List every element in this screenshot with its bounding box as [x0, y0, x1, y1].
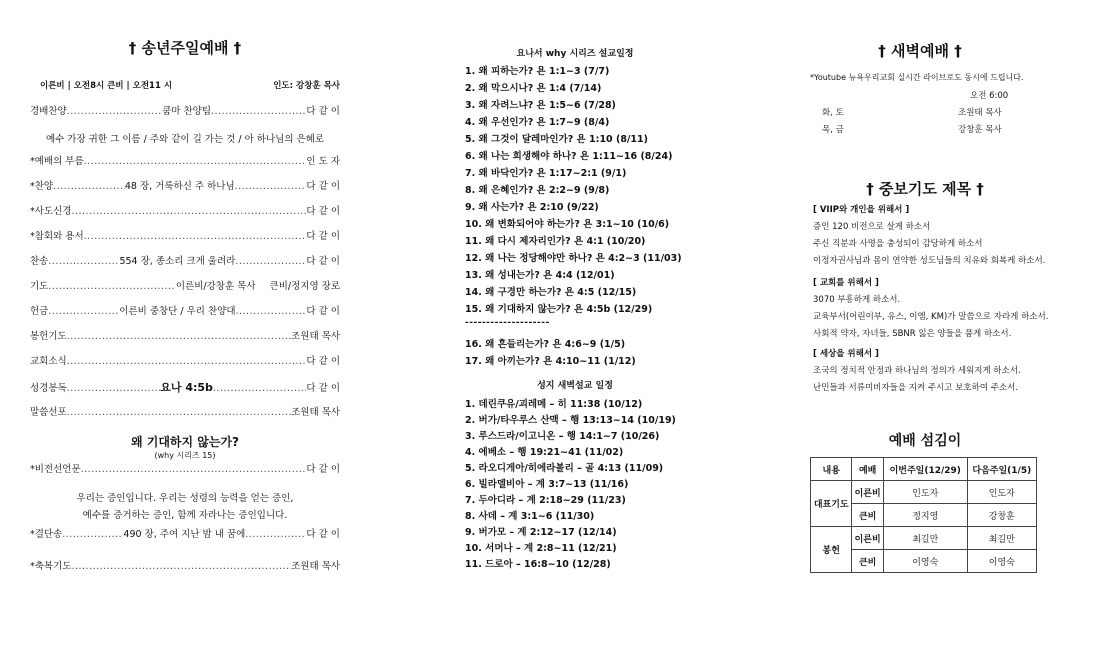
list-item: 11. 드로아 – 16:8~10 (12/28) — [465, 559, 611, 570]
table-cell-service: 큰비 — [852, 550, 883, 573]
worship-row — [30, 530, 340, 540]
leader-dots — [48, 282, 176, 292]
service-times — [40, 79, 340, 91]
row-middle: 이른비 중창단 / 우리 찬양대 — [119, 306, 236, 317]
list-item: 4. 왜 우선인가? 욘 1:7~9 (8/4) — [465, 117, 610, 128]
row-right: 다 같 이 — [306, 529, 340, 540]
row-right: 조원태 목사 — [291, 407, 340, 418]
worship-row — [30, 282, 340, 292]
row-middle: 48 장, 거룩하신 주 하나님 — [124, 181, 235, 192]
leader-dots — [236, 307, 307, 317]
list-item: 8. 왜 은혜인가? 욘 2:2~9 (9/8) — [465, 185, 610, 196]
row-label: *비전선언문 — [30, 464, 81, 475]
list-item: 6. 왜 나는 희생해야 하나? 욘 1:11~16 (8/24) — [465, 151, 673, 162]
leader-dots — [67, 332, 291, 342]
prayer-line: 사회적 약자, 자녀들, SBNR 잃은 양들을 품게 하소서. — [813, 329, 1012, 339]
sermon-series: (why 시리즈 15) — [154, 451, 216, 460]
list-item: 1. 왜 피하는가? 욘 1:1~3 (7/7) — [465, 66, 610, 77]
table-header: 다음주일(1/5) — [967, 458, 1036, 481]
leader-dots — [67, 107, 162, 117]
table-cell: 최길만 — [967, 527, 1036, 550]
row-right: 다 같 이 — [306, 306, 340, 317]
table-cell: 강창훈 — [967, 504, 1036, 527]
row-label: 기도 — [30, 281, 49, 292]
prayer-line: 증인 120 비전으로 살게 하소서 — [813, 222, 931, 232]
list-item: 11. 왜 다시 제자리인가? 욘 4:1 (10/20) — [465, 236, 646, 247]
row-label: 성경봉독 — [30, 383, 67, 394]
list-item: 12. 왜 나는 정당해야만 하나? 욘 4:2~3 (11/03) — [465, 253, 682, 264]
prayer-section-head: [ 세상을 위해서 ] — [813, 349, 879, 359]
leader-dots — [71, 207, 306, 217]
row-label: 교회소식 — [30, 356, 67, 367]
list-item: 8. 사데 – 계 3:1~6 (11/30) — [465, 511, 595, 522]
list-item: 9. 버가모 – 계 2:12~17 (12/14) — [465, 527, 617, 538]
table-cell: 이영숙 — [883, 550, 967, 573]
row-label: *사도신경 — [30, 206, 72, 217]
row-right: 조원태 목사 — [291, 331, 340, 342]
leader-dots — [67, 408, 291, 418]
table-cell-service: 이른비 — [852, 481, 883, 504]
list-item: 3. 루스드라/이고니온 – 행 14:1~7 (10/26) — [465, 431, 660, 442]
row-label: *결단송 — [30, 529, 63, 540]
row-right: 다 같 이 — [306, 206, 340, 217]
row-right: 다 같 이 — [306, 106, 340, 117]
table-row — [811, 527, 1037, 550]
worship-row — [30, 207, 340, 217]
table-row — [811, 481, 1037, 504]
worship-row — [30, 357, 340, 367]
praise-songs: 예수 가장 귀한 그 이름 / 주와 같이 길 가는 것 / 아 하나님의 은혜로 — [45, 134, 325, 145]
vision-line: 우리는 증인입니다. 우리는 성령의 능력을 얻는 증인, — [76, 493, 294, 504]
row-label: *예배의 부름 — [30, 156, 84, 167]
table-cell: 최길만 — [883, 527, 967, 550]
row-right: 다 같 이 — [306, 383, 340, 394]
prayer-line: 난민들과 서류미비자들을 지켜 주시고 보호하여 주소서. — [813, 383, 1019, 393]
leader-dots — [213, 384, 307, 394]
list-item: 16. 왜 흔들리는가? 욘 4:6~9 (1/5) — [465, 339, 626, 350]
list-item: 6. 빌라델비아 – 계 3:7~13 (11/16) — [465, 479, 629, 490]
worship-row — [30, 562, 340, 572]
leader-dots — [67, 384, 161, 394]
dawn-worship-title: † 새벽예배 † — [878, 42, 962, 60]
sermon-title: 왜 기대하지 않는가? — [130, 435, 240, 449]
row-right: 다 같 이 — [306, 256, 340, 267]
list-item: 1. 데린쿠유/괴레메 – 히 11:38 (10/12) — [465, 399, 643, 410]
list-item: 9. 왜 사는가? 욘 2:10 (9/22) — [465, 202, 599, 213]
prayer-line: 3070 부흥하게 하소서. — [813, 295, 901, 305]
prayer-section-head: [ 교회를 위해서 ] — [813, 278, 879, 288]
table-group: 대표기도 — [811, 481, 852, 527]
list-item: 15. 왜 기대하지 않는가? 욘 4:5b (12/29) — [465, 304, 653, 315]
leader-dots — [245, 530, 306, 540]
row-middle: 490 장, 주여 지난 밤 내 꿈에 — [123, 529, 246, 540]
leader-dots — [53, 182, 125, 192]
scripture-reference: 요나 4:5b — [160, 381, 213, 394]
service-times-text: 이른비 | 오전8시 큰비 | 오전11 시 — [40, 81, 173, 91]
table-cell: 이영숙 — [967, 550, 1036, 573]
leader-dots — [84, 232, 307, 242]
worship-row — [30, 465, 340, 475]
vision-line: 예수를 증거하는 증인, 함께 자라나는 증인입니다. — [82, 510, 288, 521]
prayer-title: † 중보기도 제목 † — [866, 180, 984, 198]
row-middle: 이른비/강창훈 목사 — [175, 281, 256, 292]
worship-row — [30, 157, 340, 167]
row-label: 찬송 — [30, 256, 49, 267]
list-item: 5. 라오디게아/히에라볼리 – 골 4:13 (11/09) — [465, 463, 664, 474]
list-item: 7. 두아디라 – 계 2:18~29 (11/23) — [465, 495, 626, 506]
table-cell: 인도자 — [883, 481, 967, 504]
table-cell-service: 이른비 — [852, 527, 883, 550]
worship-row — [30, 257, 340, 267]
table-header: 예배 — [852, 458, 883, 481]
table-header: 내용 — [811, 458, 852, 481]
prayer-line: 조국의 정치적 안정과 하나님의 정의가 세워지게 하소서. — [813, 366, 1021, 376]
page-title: † 송년주일예배 † — [128, 39, 242, 57]
prayer-section-head: [ VIIP와 개인을 위해서 ] — [813, 205, 910, 215]
worship-row — [30, 232, 340, 242]
schedule-days: 목, 금 — [822, 125, 844, 135]
row-right: 큰비/정지영 장로 — [269, 281, 340, 292]
row-right: 다 같 이 — [306, 464, 340, 475]
schedule-days: 화, 토 — [822, 108, 844, 118]
list-item: 2. 왜 막으시나? 욘 1:4 (7/14) — [465, 83, 602, 94]
list-item: 2. 버가/타우루스 산맥 – 행 13:13~14 (10/19) — [465, 415, 676, 426]
list-item: 14. 왜 구경만 하는가? 욘 4:5 (12/15) — [465, 287, 637, 298]
dawn-time: 오전 6:00 — [970, 91, 1009, 101]
leader-dots — [84, 157, 307, 167]
worship-row — [30, 408, 340, 418]
list-item: 10. 왜 변화되어야 하는가? 욘 3:1~10 (10/6) — [465, 219, 670, 230]
row-label: *참회와 용서 — [30, 231, 84, 242]
worship-row — [30, 182, 340, 192]
serving-title: 예배 섬김이 — [888, 433, 962, 449]
prayer-line: 교육부서(어린이부, 유스, 이엠, KM)가 말씀으로 자라게 하소서. — [813, 312, 1049, 322]
worship-row — [30, 107, 340, 117]
leader-dots — [48, 307, 119, 317]
row-label: *찬양 — [30, 181, 54, 192]
leader-dots — [235, 257, 306, 267]
divider: -------------------- — [465, 318, 550, 328]
prayer-line: 이정자권사님과 몸이 연약한 성도님들의 치유와 회복케 하소서. — [813, 256, 1046, 266]
worship-row — [30, 382, 340, 394]
table-cell: 인도자 — [967, 481, 1036, 504]
row-right: 인 도 자 — [306, 156, 340, 167]
row-label: *축복기도 — [30, 561, 72, 572]
leader-text: 인도: 강창훈 목사 — [273, 81, 340, 91]
list-item: 5. 왜 그것이 달레마인가? 욘 1:10 (8/11) — [465, 134, 648, 145]
prayer-line: 주신 직분과 사명을 충성되이 감당하게 하소서 — [813, 239, 983, 249]
why-series-title: 요나서 why 시리즈 설교일정 — [516, 49, 634, 59]
row-middle: 554 장, 종소리 크게 울려라 — [119, 256, 236, 267]
list-item: 10. 서머나 – 계 2:8~11 (12/21) — [465, 543, 617, 554]
leader-dots — [71, 562, 291, 572]
row-label: 봉헌기도 — [30, 331, 67, 342]
row-middle: 쿰마 찬양팀 — [162, 106, 212, 117]
row-right: 다 같 이 — [306, 231, 340, 242]
leader-dots — [235, 182, 307, 192]
table-group: 봉헌 — [811, 527, 852, 573]
table-cell: 정지영 — [883, 504, 967, 527]
leader-dots — [211, 107, 306, 117]
table-header-row — [811, 458, 1037, 481]
list-item: 3. 왜 자려느냐? 욘 1:5~6 (7/28) — [465, 100, 616, 111]
leader-dots — [62, 530, 123, 540]
list-item: 17. 왜 아끼는가? 욘 4:10~11 (1/12) — [465, 356, 636, 367]
schedule-pastor: 조원태 목사 — [958, 108, 1002, 118]
dawn-sermon-title: 성지 새벽설교 일정 — [537, 381, 613, 391]
row-label: 말씀선포 — [30, 407, 67, 418]
worship-row — [30, 332, 340, 342]
leader-dots — [67, 357, 307, 367]
list-item: 4. 에베소 – 행 19:21~41 (11/02) — [465, 447, 624, 458]
leader-dots — [48, 257, 119, 267]
list-item: 7. 왜 바닥인가? 욘 1:17~2:1 (9/1) — [465, 168, 627, 179]
row-right: 조원태 목사 — [291, 561, 340, 572]
worship-row — [30, 307, 340, 317]
youtube-note: *Youtube 뉴욕우리교회 실시간 라이브로도 동시에 드립니다. — [810, 73, 1024, 82]
table-header: 이번주일(12/29) — [883, 458, 967, 481]
serving-table — [810, 457, 1037, 573]
leader-dots — [81, 465, 307, 475]
schedule-pastor: 강창훈 목사 — [958, 125, 1002, 135]
table-cell-service: 큰비 — [852, 504, 883, 527]
row-label: 경배찬양 — [30, 106, 67, 117]
list-item: 13. 왜 성내는가? 욘 4:4 (12/01) — [465, 270, 615, 281]
row-right: 다 같 이 — [306, 356, 340, 367]
row-label: 헌금 — [30, 306, 49, 317]
row-right: 다 같 이 — [306, 181, 340, 192]
